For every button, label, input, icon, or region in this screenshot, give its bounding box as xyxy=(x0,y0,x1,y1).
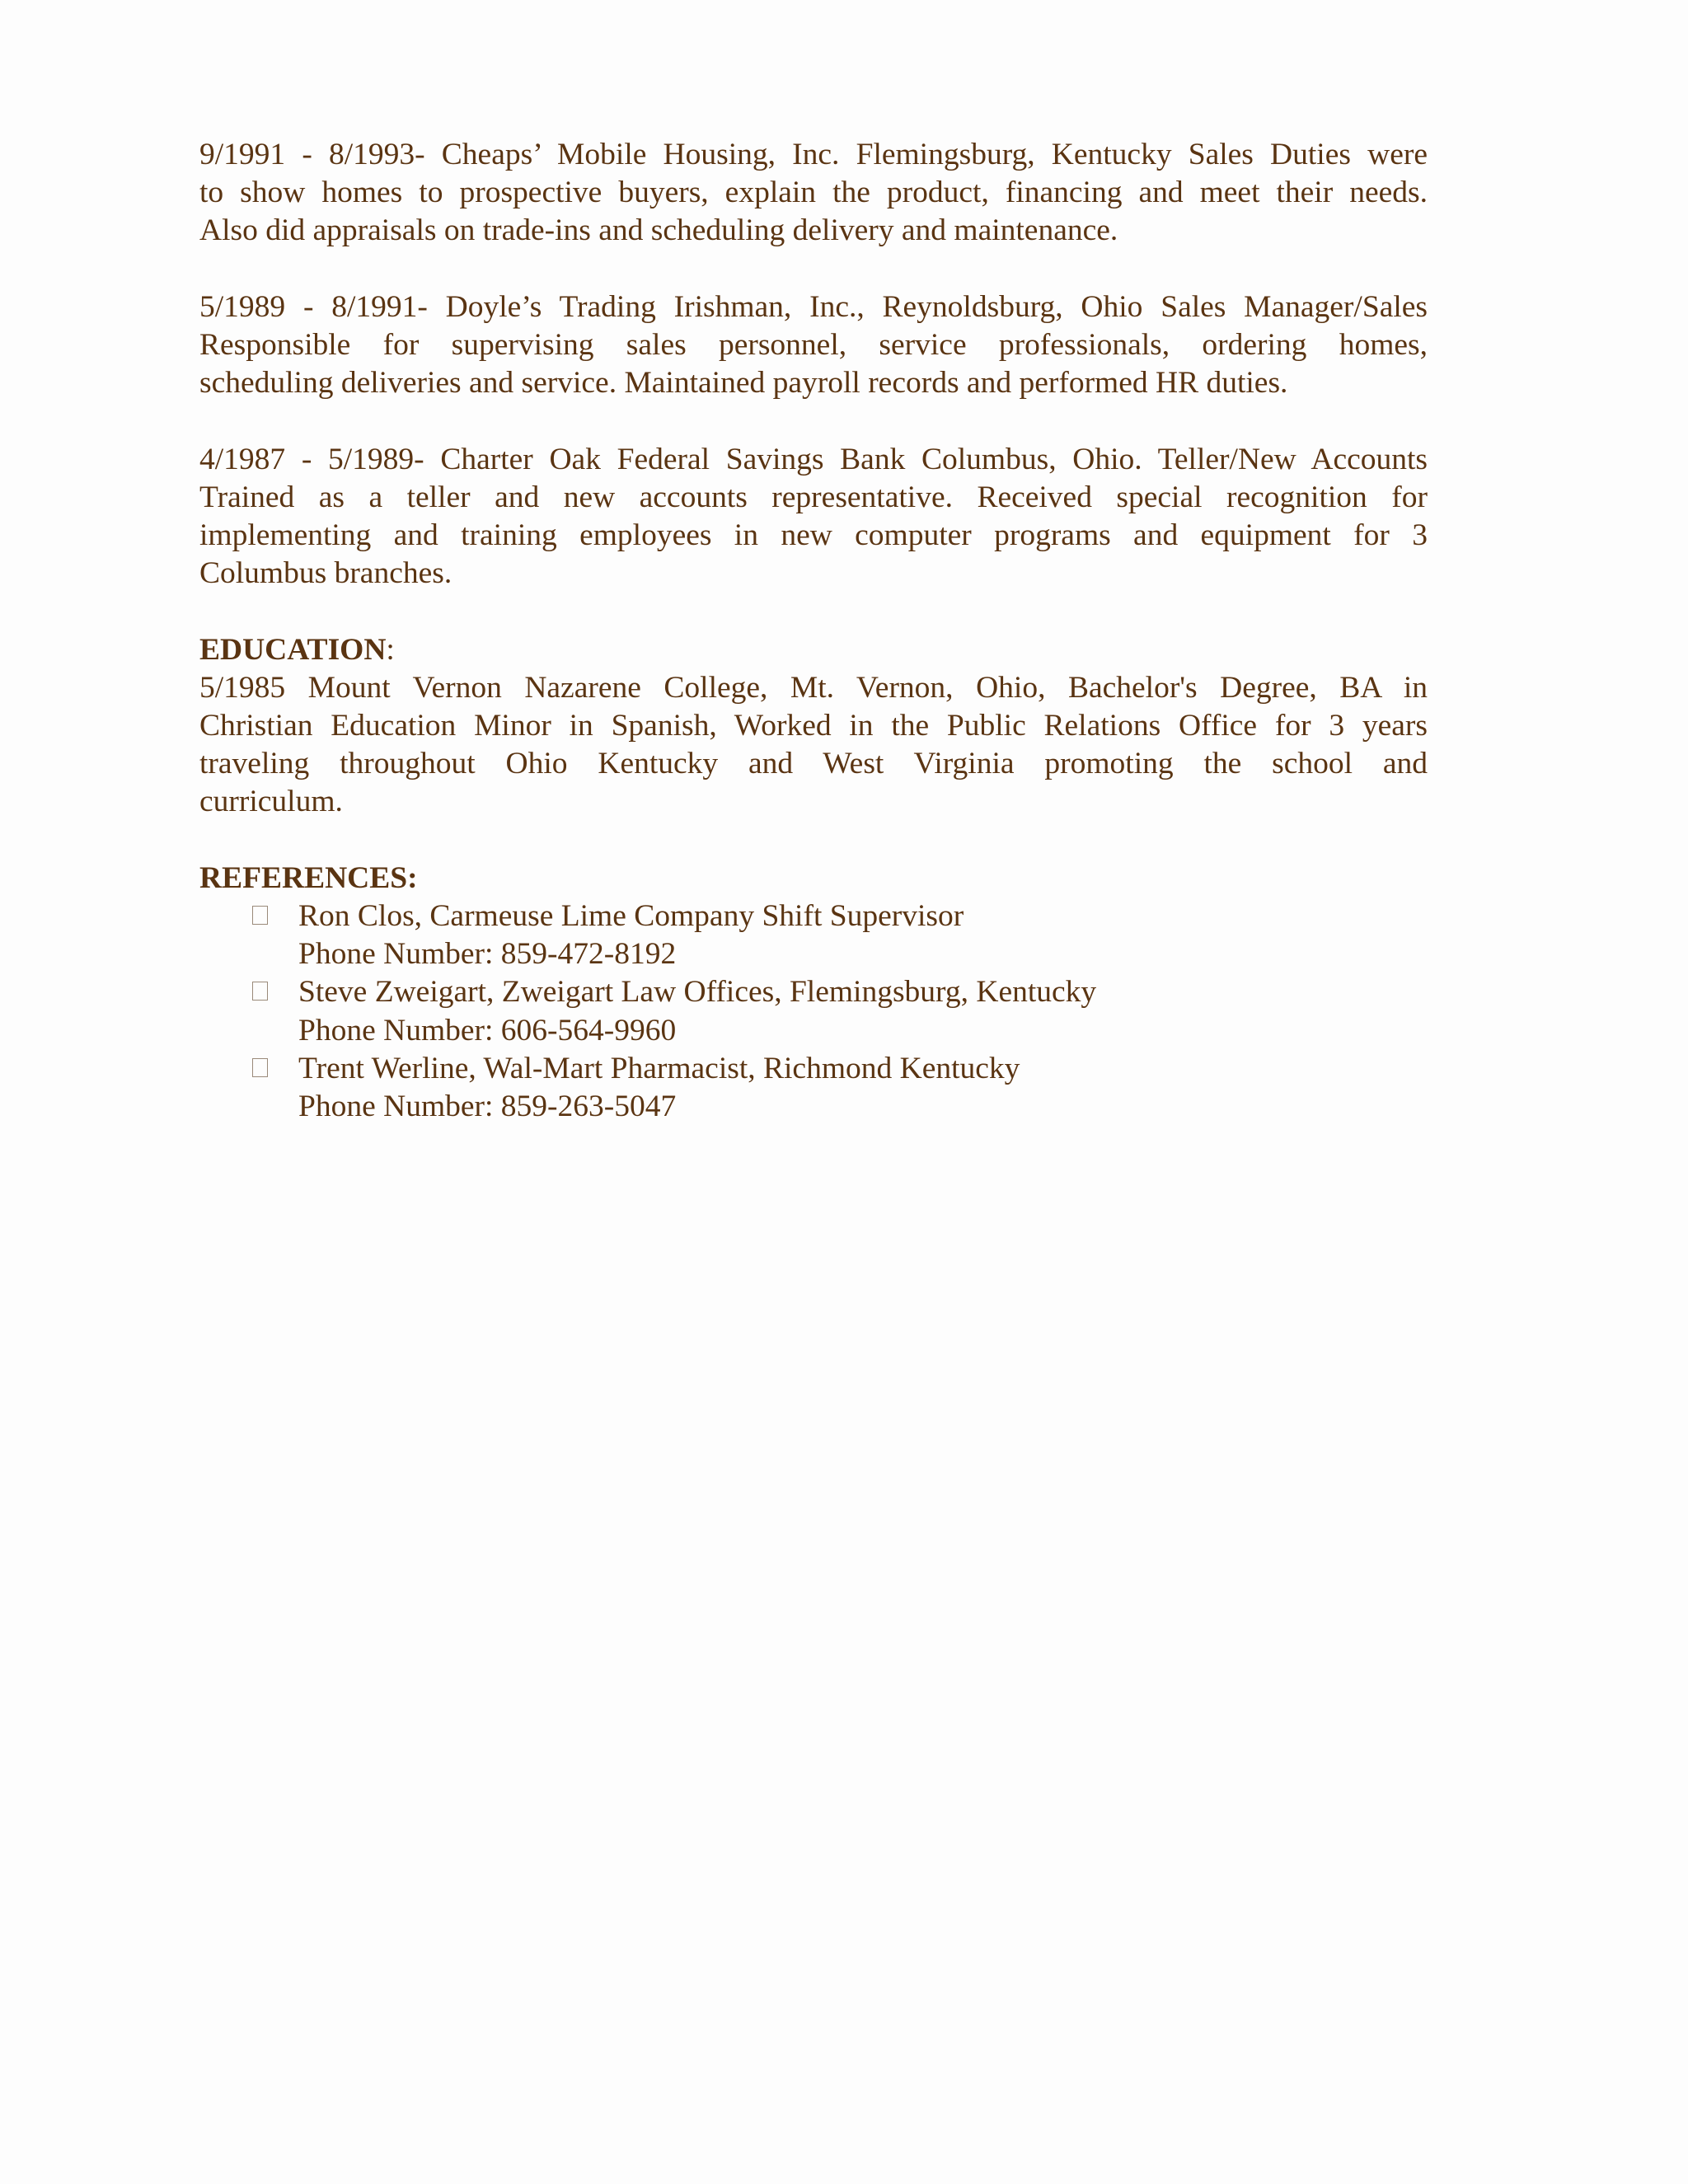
reference-name: Steve Zweigart, Zweigart Law Offices, Flemingsburg, Kentucky xyxy=(298,975,1097,1010)
education-section xyxy=(199,631,1428,822)
reference-phone: Phone Number: 859-472-8192 xyxy=(298,937,677,972)
checkbox-bullet-icon xyxy=(252,906,268,925)
experience-entry-charter-oak xyxy=(199,441,1428,593)
experience-entry-cheaps xyxy=(199,136,1428,251)
text-line: Christian Education Minor in Spanish, Worked in the Public Relations Office for 3 years xyxy=(199,709,1428,743)
text-line: Trained as a teller and new accounts representative. Received special recognition for xyxy=(199,480,1428,514)
text-line: to show homes to prospective buyers, explain the product, financing and meet their needs. xyxy=(199,176,1428,210)
education-heading-text: EDUCATION xyxy=(199,632,387,667)
text-line: scheduling deliveries and service. Maintained payroll records and performed HR duties. xyxy=(199,366,1288,401)
education-heading-colon: : xyxy=(386,632,395,667)
text-line: 9/1991 - 8/1993- Cheaps’ Mobile Housing, Inc. Flemingsburg, Kentucky Sales Duties were xyxy=(199,138,1428,171)
text-line: Responsible for supervising sales personnel, service professionals, ordering homes, xyxy=(199,328,1428,362)
text-line: Columbus branches. xyxy=(199,556,452,591)
references-heading: REFERENCES: xyxy=(199,860,418,895)
text-line: 5/1989 - 8/1991- Doyle’s Trading Irishman, Inc., Reynoldsburg, Ohio Sales Manager/Sales xyxy=(199,289,1428,324)
reference-name: Trent Werline, Wal-Mart Pharmacist, Richmond Kentucky xyxy=(298,1051,1020,1085)
checkbox-bullet-icon xyxy=(252,982,268,1001)
text-line: curriculum. xyxy=(199,785,343,819)
reference-name: Ron Clos, Carmeuse Lime Company Shift Supervisor xyxy=(298,899,964,933)
text-line: implementing and training employees in new computer programs and equipment for 3 xyxy=(199,518,1428,552)
text-line: Also did appraisals on trade-ins and scheduling delivery and maintenance. xyxy=(199,213,1118,248)
text-line: 4/1987 - 5/1989- Charter Oak Federal Savings Bank Columbus, Ohio. Teller/New Accounts xyxy=(199,442,1428,476)
reference-item xyxy=(199,898,1428,973)
text-line: traveling throughout Ohio Kentucky and West Virginia promoting the school and xyxy=(199,747,1428,781)
education-entry xyxy=(199,669,1428,822)
checkbox-bullet-icon xyxy=(252,1058,268,1077)
experience-entry-doyles xyxy=(199,288,1428,403)
text-line: 5/1985 Mount Vernon Nazarene College, Mt. Vernon, Ohio, Bachelor's Degree, BA in xyxy=(199,670,1428,705)
references-list xyxy=(199,898,1428,1126)
references-section xyxy=(199,860,1428,1126)
education-heading xyxy=(199,631,1428,669)
resume-page xyxy=(199,136,1428,1126)
reference-phone: Phone Number: 859-263-5047 xyxy=(298,1090,677,1124)
reference-item xyxy=(199,973,1428,1049)
reference-item xyxy=(199,1050,1428,1126)
reference-phone: Phone Number: 606-564-9960 xyxy=(298,1013,677,1047)
